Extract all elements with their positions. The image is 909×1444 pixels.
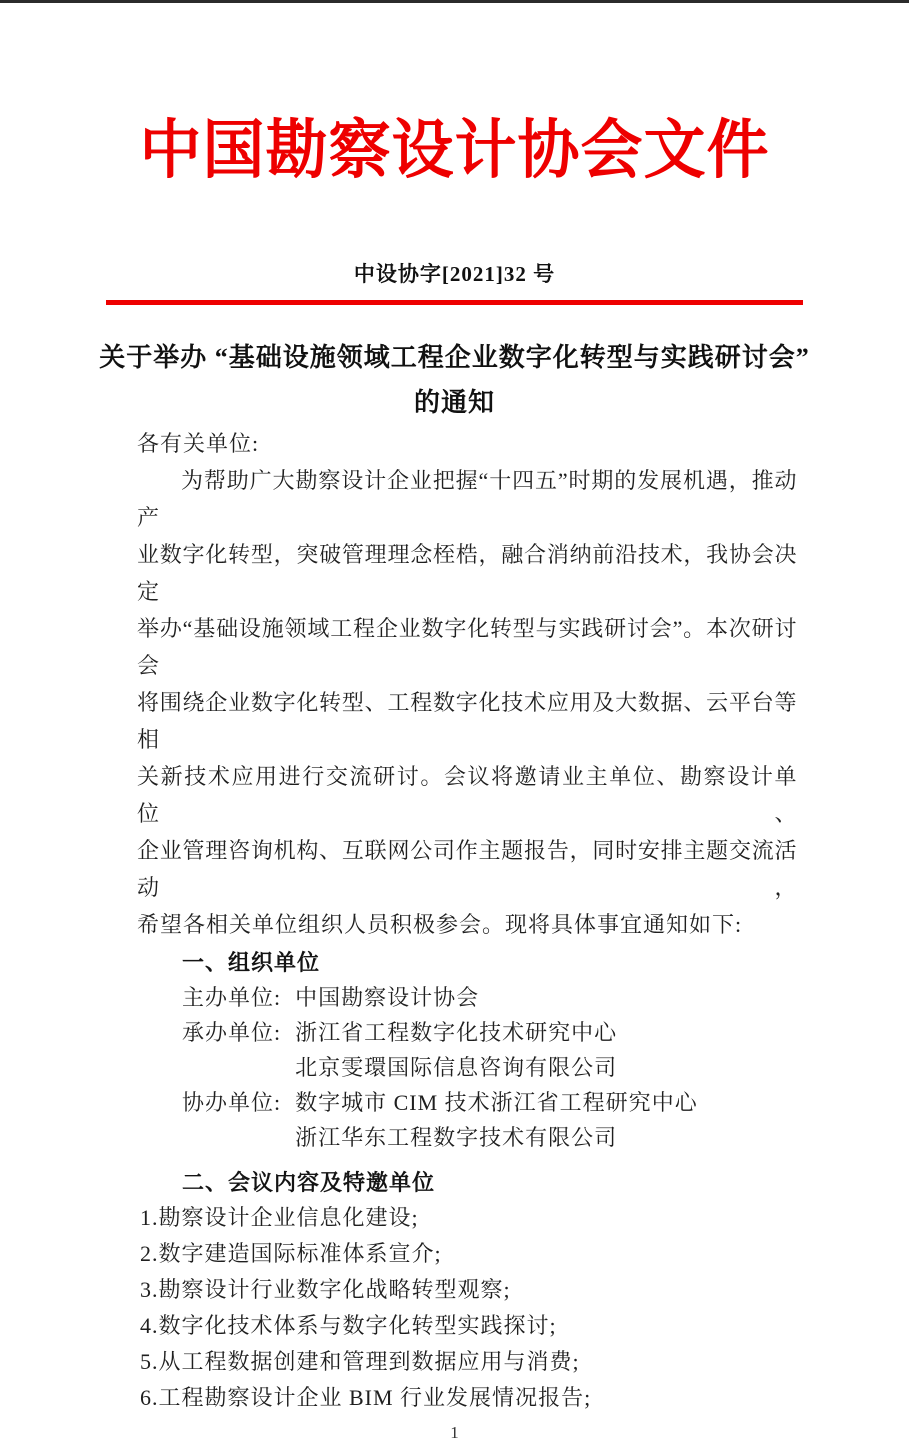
org-row-co-organizer [182,1085,797,1155]
org-values [295,1085,698,1155]
agenda-list [140,1200,797,1416]
document-body [137,425,797,1416]
agenda-item: 6.工程勘察设计企业 BIM 行业发展情况报告; [140,1385,592,1410]
agenda-item: 5.从工程数据创建和管理到数据应用与消费; [140,1349,580,1374]
agenda-item: 4.数字化技术体系与数字化转型实践探讨; [140,1313,557,1338]
section-1-heading: 一、组织单位 [182,950,321,975]
section-2-heading: 二、会议内容及特邀单位 [182,1170,436,1195]
doc-title-line2: 的通知 [413,388,495,417]
org-label: 协办单位: [182,1090,282,1115]
agenda-item: 3.勘察设计行业数字化战略转型观察; [140,1277,511,1302]
org-value: 北京雯環国际信息咨询有限公司 [295,1055,618,1080]
doc-number: 中设协字[2021]32 号 [353,262,556,286]
org-value: 浙江华东工程数字技术有限公司 [295,1125,618,1150]
paragraph-line: 希望各相关单位组织人员积极参会。现将具体事宜通知如下: [137,912,743,937]
letterhead-title: 中国勘察设计协会文件 [139,115,770,187]
org-value: 数字城市 CIM 技术浙江省工程研究中心 [295,1090,698,1115]
page-number: 1 [450,1423,459,1442]
org-value: 中国勘察设计协会 [295,985,480,1010]
org-value: 浙江省工程数字化技术研究中心 [295,1020,618,1045]
intro-paragraph [137,462,797,943]
organizers-block [182,980,797,1155]
paragraph-line: 举办“基础设施领域工程企业数字化转型与实践研讨会”。本次研讨会 [137,616,797,678]
window-top-edge [0,0,909,3]
org-values [295,980,479,1015]
paragraph-line: 关新技术应用进行交流研讨。会议将邀请业主单位、勘察设计单位、 [137,764,797,826]
red-divider-rule [106,300,803,305]
paragraph-line: 业数字化转型，突破管理理念桎梏，融合消纳前沿技术，我协会决定 [137,542,797,604]
agenda-item: 1.勘察设计企业信息化建设; [140,1205,419,1230]
org-row-undertaker [182,1015,797,1085]
paragraph-line: 企业管理咨询机构、互联网公司作主题报告，同时安排主题交流活动， [137,838,797,900]
paragraph-line: 将围绕企业数字化转型、工程数字化技术应用及大数据、云平台等相 [137,690,797,752]
agenda-item: 2.数字建造国际标准体系宣介; [140,1241,442,1266]
org-label: 承办单位: [182,1020,282,1045]
doc-title [0,335,909,425]
paragraph-line: 为帮助广大勘察设计企业把握“十四五”时期的发展机遇，推动产 [137,468,798,530]
org-values [295,1015,617,1085]
org-label: 主办单位: [182,985,282,1010]
doc-title-line1: 关于举办 “基础设施领域工程企业数字化转型与实践研讨会” [99,343,810,372]
org-row-host [182,980,797,1015]
salutation: 各有关单位: [137,431,260,456]
